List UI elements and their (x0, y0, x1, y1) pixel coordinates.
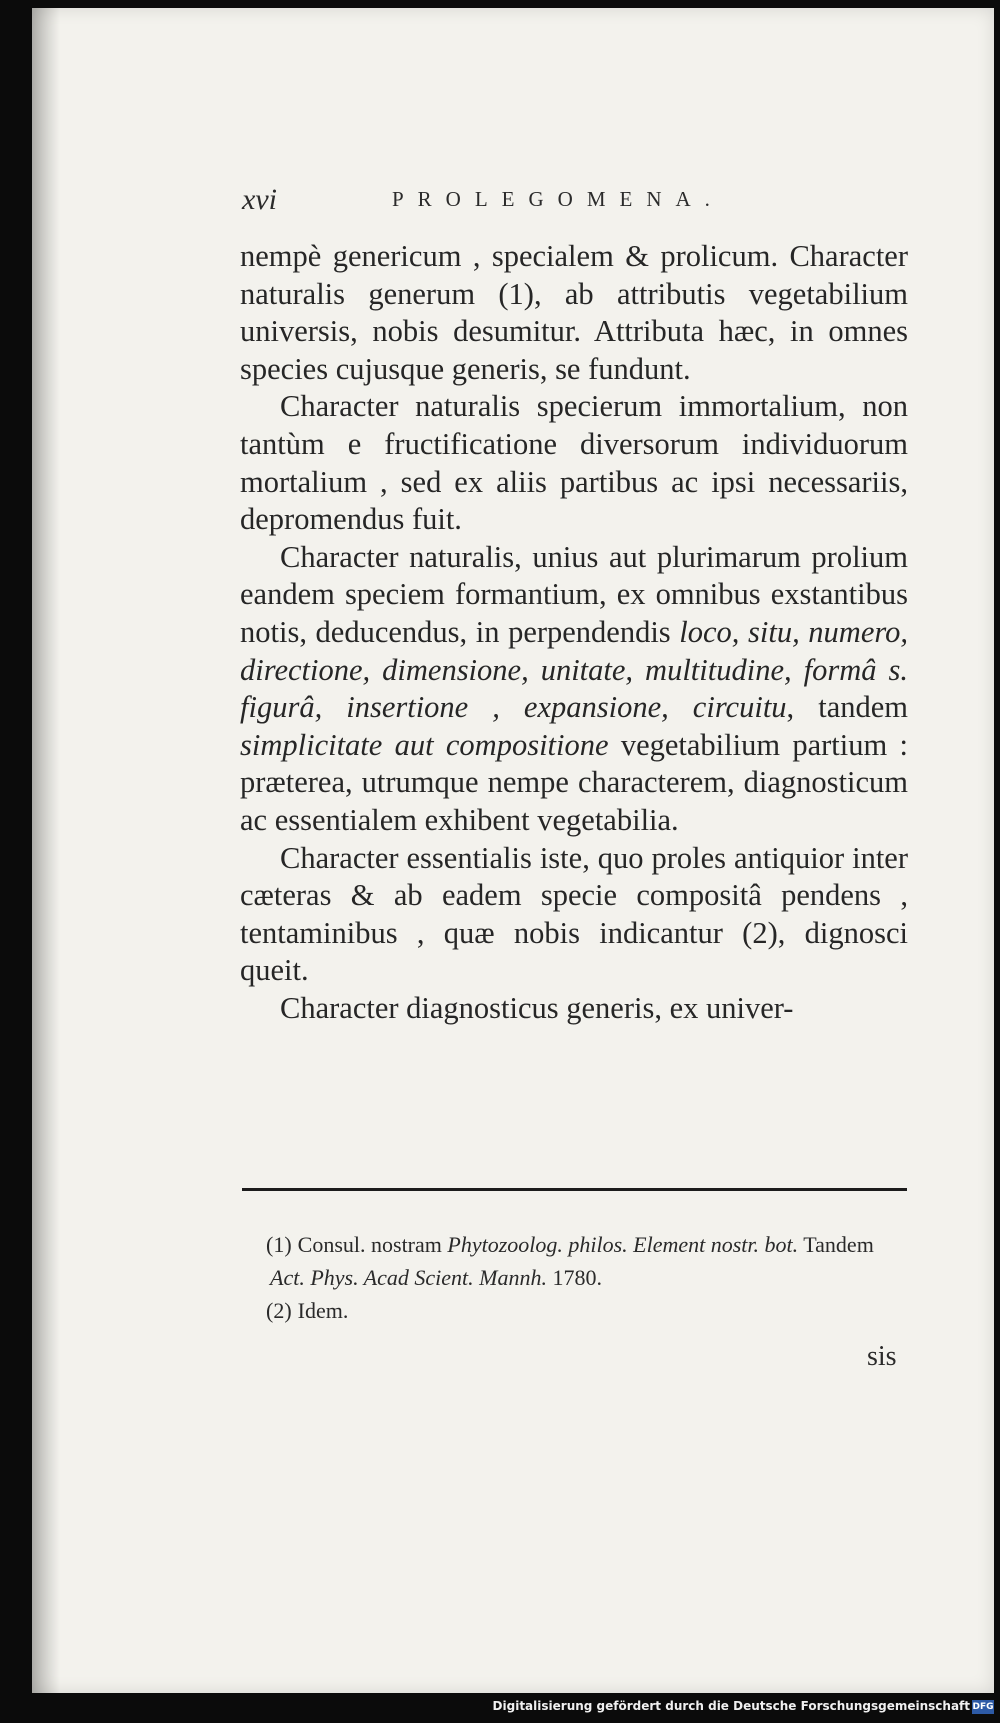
funding-caption: Digitalisierung gefördert durch die Deutsche Forschungsgemeinschaft (492, 1699, 970, 1713)
footnote-1-text-b: Tandem (798, 1232, 874, 1257)
footnote-1-italic-2: Act. Phys. Acad Scient. Mannh. (270, 1265, 547, 1290)
paragraph-3-text-b: , tandem (786, 690, 908, 725)
paragraph-4: Character essentialis iste, quo proles antiquior inter cæteras & ab eadem specie compositâ pendens , tentaminibus , quæ nobis indicantur (2), dignosci queit. (240, 840, 908, 988)
page-header (242, 183, 907, 223)
paragraph-3-text-a: Character naturalis, unius aut plurimarum prolium eandem speciem formantium, ex omnibus exstantibus notis, deducendus, in perpendendis (240, 539, 908, 649)
footnote-1-text-c: 1780. (546, 1265, 602, 1290)
main-text (240, 238, 908, 1027)
paragraph-2: Character naturalis specierum immortalium, non tantùm e fructificatione diversorum individuorum mortalium , sed ex aliis partibus ac ipsi necessariis, depromendus fuit. (240, 389, 908, 537)
footnote-2-text: Idem. (297, 1298, 349, 1323)
paragraph-3-text-c: vegetabilium partium : præterea, utrumque nempe characterem, diagnosticum ac essentialem exhibent vegetabilia. (240, 727, 908, 837)
footnote-2 (242, 1294, 907, 1327)
footnote-2-mark: (2) (266, 1298, 292, 1323)
paragraph-5: Character diagnosticus generis, ex univer- (280, 990, 794, 1025)
page-number: xvi (242, 183, 277, 216)
paragraph-3 (240, 539, 908, 840)
book-page (32, 8, 994, 1693)
catchword: sis (867, 1341, 897, 1372)
running-head: PROLEGOMENA. (392, 187, 724, 211)
binding-shadow (32, 8, 60, 1693)
dfg-logo-icon: DFG (972, 1702, 994, 1712)
paragraph-3-italic-1: loco, situ, numero, directione, dimensione, unitate, multitudine, formâ s. figurâ, insertione , expansione, circuitu (240, 614, 908, 725)
footnote-1-mark: (1) (266, 1232, 292, 1257)
footnote-1-text-a: Consul. nostram (297, 1232, 448, 1257)
paragraph-3-italic-2: simplicitate aut compositione (240, 727, 609, 762)
footnote-1-italic-1: Phytozoolog. philos. Element nostr. bot. (447, 1232, 799, 1257)
footnote-1 (242, 1228, 907, 1294)
digitization-footer (0, 1693, 1000, 1723)
paragraph-1: nempè genericum , specialem & prolicum. Character naturalis generum (1), ab attributis vegetabilium universis, nobis desumitur. Attributa hæc, in omnes species cujusque generis, se fundunt. (240, 239, 908, 386)
footnote-rule (242, 1188, 907, 1191)
footnotes (242, 1228, 907, 1327)
